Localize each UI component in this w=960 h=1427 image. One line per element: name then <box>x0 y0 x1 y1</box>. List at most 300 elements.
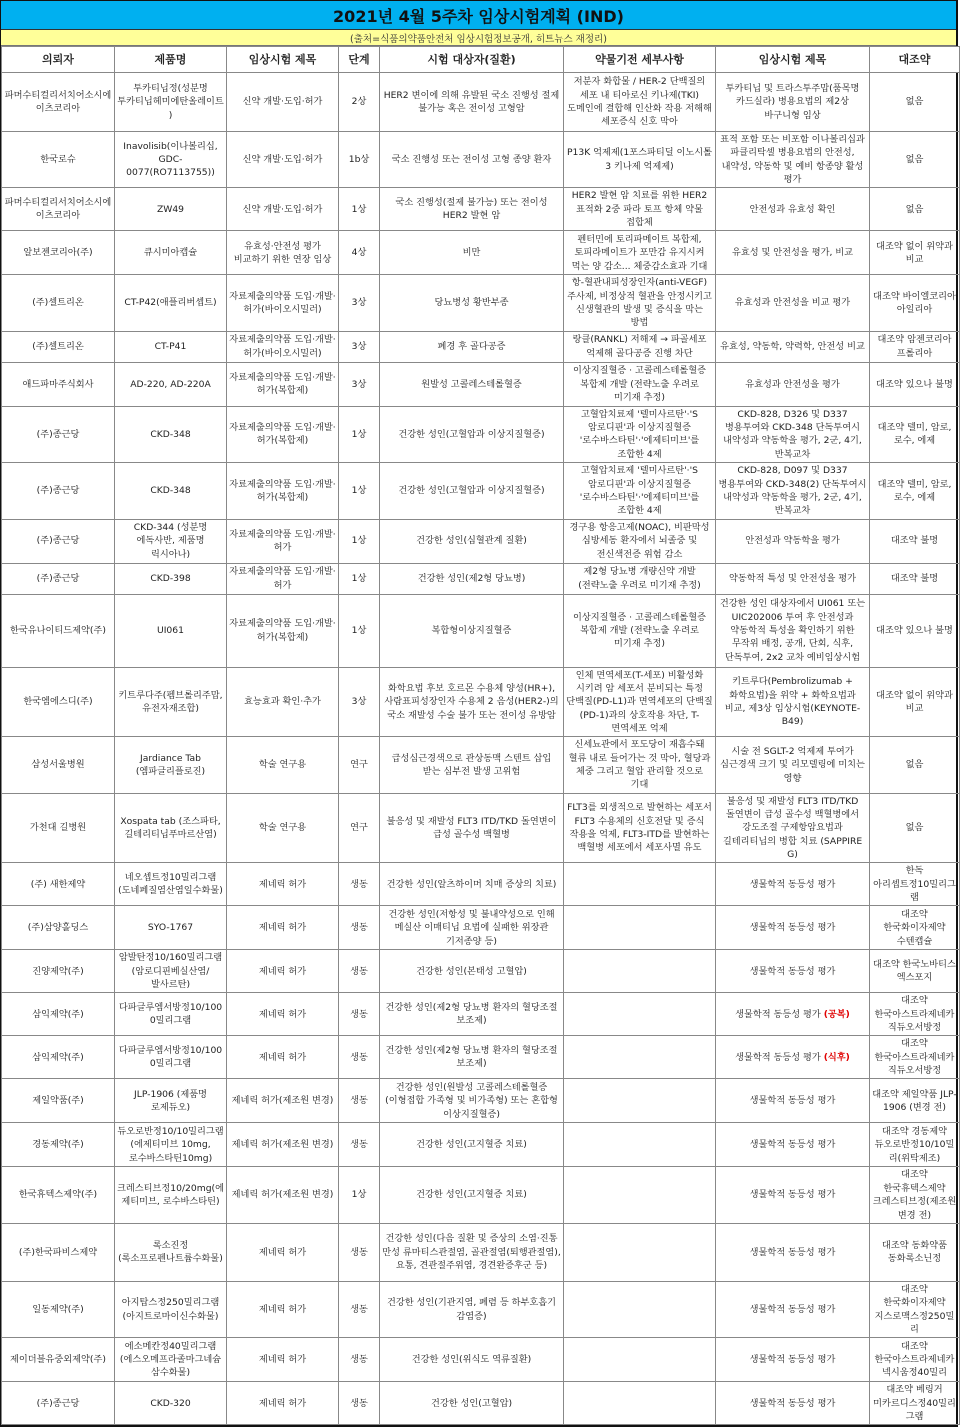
cell-target-text: 건강한 성인(제2형 당뇨병 환자의 혈당조절 보조제) <box>385 1045 558 1070</box>
cell-sponsor <box>2 73 115 132</box>
cell-product-text: CKD-348 <box>150 485 191 497</box>
cell-trial-title <box>716 793 870 863</box>
cell-trial-title-text: 표적 포함 또는 비포함 이나볼리십과 파클리탁셀 병용요법의 안전성, 내약성, 약동학 및 예비 항종양 활성 평가 <box>720 134 865 186</box>
cell-comparator-text: 없음 <box>905 822 924 834</box>
cell-trial-type-text: 학술 연구용 <box>258 822 307 834</box>
cell-phase <box>339 1036 380 1079</box>
table-row <box>2 737 960 793</box>
cell-target-text: 복합형이상지질혈증 <box>431 624 512 636</box>
cell-trial-title-text: 생물학적 동등성 평가 <box>749 1397 836 1409</box>
cell-target <box>380 1338 564 1382</box>
cell-trial-title-text: 생물학적 동등성 평가 <box>749 1354 836 1366</box>
cell-mechanism <box>564 463 716 519</box>
cell-comparator-text: 대조약 없이 위약과 비교 <box>876 689 953 714</box>
cell-sponsor-text: 알보젠코리아(주) <box>23 247 93 259</box>
cell-mechanism <box>564 993 716 1036</box>
cell-trial-title <box>716 1281 870 1337</box>
source-note: (출처=식품의약품안전처 임상시험정보공개, 히트뉴스 재정리) <box>1 30 956 46</box>
cell-product <box>115 275 227 331</box>
cell-sponsor <box>2 863 115 906</box>
cell-phase-text: 1상 <box>351 485 367 497</box>
cell-comparator-text: 대조약 있으나 불명 <box>876 378 953 390</box>
cell-trial-type <box>227 1036 339 1079</box>
cell-trial-title <box>716 406 870 462</box>
cell-phase <box>339 463 380 519</box>
cell-comparator <box>870 519 960 563</box>
cell-phase-text: 생동 <box>350 1139 368 1151</box>
cell-phase <box>339 737 380 793</box>
cell-trial-title-text: CKD-828, D097 및 D337 병용투여와 CKD-348(2) 단독투여시 내약성과 약동학을 평가, 2군, 4기, 반복교차 <box>718 465 867 517</box>
cell-comparator <box>870 1281 960 1337</box>
cell-sponsor <box>2 362 115 406</box>
cell-comparator <box>870 1338 960 1382</box>
cell-product-text: Inavolisib(이나볼리십, GDC-0077(RO7113755)) <box>123 140 218 179</box>
cell-mechanism <box>564 275 716 331</box>
table-row <box>2 950 960 993</box>
cell-trial-title <box>716 132 870 188</box>
cell-phase-text: 생동 <box>350 1246 368 1258</box>
cell-comparator <box>870 906 960 950</box>
cell-target-text: 국소 진행성 또는 전이성 고형 종양 환자 <box>391 154 552 166</box>
cell-sponsor-text: (주)종근당 <box>36 572 80 584</box>
cell-target-text: 건강한 성인(고혈압과 이상지질혈증) <box>398 428 545 440</box>
cell-trial-type <box>227 188 339 231</box>
cell-comparator-text: 대조약 제일약품 JLP-1906 (변경 전) <box>872 1088 957 1113</box>
cell-target <box>380 950 564 993</box>
cell-sponsor-text: 가천대 길병원 <box>29 822 87 834</box>
cell-comparator <box>870 863 960 906</box>
cell-product <box>115 1281 227 1337</box>
cell-phase <box>339 331 380 362</box>
cell-trial-title <box>716 1167 870 1223</box>
cell-comparator <box>870 737 960 793</box>
col-header-sponsor: 의뢰자 <box>2 47 115 73</box>
cell-trial-type-text: 제네릭 허가 <box>258 1303 307 1315</box>
cell-mechanism <box>564 863 716 906</box>
cell-mechanism-text: 저분자 화합물 / HER-2 단백질의 세포 내 티아로신 키나제(TKI) 도메인에 결합해 인산화 작용 저해해 세포증식 신호 막아 <box>567 76 712 128</box>
cell-trial-type <box>227 737 339 793</box>
cell-trial-title <box>716 906 870 950</box>
cell-sponsor <box>2 1382 115 1425</box>
cell-phase <box>339 563 380 594</box>
col-header-phase: 단계 <box>339 47 380 73</box>
cell-mechanism-text: 고혈압치료제 '텔미사르탄'·'S 암로디핀'과 이상지질혈증 '로수바스타틴'·'에제티미브'를 조합한 4제 <box>579 465 700 517</box>
cell-phase-text: 연구 <box>350 822 368 834</box>
cell-trial-type <box>227 1079 339 1123</box>
cell-phase-text: 3상 <box>351 378 367 390</box>
cell-comparator-text: 대조약 한국휴텍스제약 크레스티브정(제조원 변경 전) <box>872 1169 957 1221</box>
table-row <box>2 906 960 950</box>
cell-sponsor-text: 애드파마주식회사 <box>22 378 94 390</box>
cell-trial-title <box>716 331 870 362</box>
cell-target <box>380 1036 564 1079</box>
cell-product <box>115 73 227 132</box>
cell-trial-type <box>227 132 339 188</box>
cell-mechanism <box>564 188 716 231</box>
cell-comparator <box>870 463 960 519</box>
cell-product <box>115 406 227 462</box>
cell-trial-title-text: 생물학적 동등성 평가 <box>735 1051 821 1063</box>
cell-trial-title <box>716 463 870 519</box>
cell-trial-title <box>716 362 870 406</box>
cell-phase-text: 생동 <box>350 1095 368 1107</box>
cell-trial-type-text: 제네릭 허가 <box>258 1008 307 1020</box>
cell-sponsor-text: 한국로슈 <box>40 154 76 166</box>
cell-target <box>380 1123 564 1167</box>
cell-trial-title <box>716 188 870 231</box>
cell-trial-title <box>716 863 870 906</box>
col-header-target: 시험 대상자(질환) <box>380 47 564 73</box>
cell-target <box>380 275 564 331</box>
cell-sponsor <box>2 1036 115 1079</box>
trial-table <box>1 46 960 1425</box>
cell-sponsor-text: (주)종근당 <box>36 535 80 547</box>
cell-mechanism-text: 고혈압치료제 '텔미사르탄'·'S 암로디핀'과 이상지질혈증 '로수바스타틴'·'에제티미브'를 조합한 4제 <box>579 408 700 460</box>
cell-phase-text: 생동 <box>350 1397 368 1409</box>
cell-trial-type <box>227 993 339 1036</box>
cell-product <box>115 1223 227 1281</box>
cell-phase-text: 4상 <box>351 247 367 259</box>
cell-product-text: SYO-1767 <box>147 922 194 934</box>
cell-trial-title-text: 불응성 및 재발성 FLT3 ITD/TKD 돌연변이 급성 골수성 백혈병에서 강도조절 구제항암요법과 길테리티닙의 병합 치료 (SAPPIRE G) <box>722 795 863 860</box>
cell-phase <box>339 362 380 406</box>
cell-trial-type-text: 제네릭 허가 <box>258 1051 307 1063</box>
cell-trial-type-text: 자료제출의약품 도입·개발·허가(복합제) <box>229 478 336 503</box>
cell-mechanism <box>564 231 716 275</box>
cell-phase-text: 3상 <box>351 696 367 708</box>
cell-comparator-text: 대조약 베링거 미카르디스정40밀리그램 <box>873 1384 956 1422</box>
cell-comparator <box>870 132 960 188</box>
cell-comparator-text: 대조약 텔미, 암로, 로수, 에제 <box>877 478 952 503</box>
cell-sponsor <box>2 188 115 231</box>
cell-trial-type <box>227 463 339 519</box>
table-row <box>2 275 960 331</box>
table-row <box>2 73 960 132</box>
cell-comparator-text: 한독 아리셉트정10밀리그램 <box>873 865 956 904</box>
cell-mechanism <box>564 1382 716 1425</box>
cell-mechanism <box>564 331 716 362</box>
cell-product <box>115 594 227 667</box>
cell-sponsor <box>2 667 115 737</box>
cell-phase-text: 1상 <box>351 624 367 636</box>
cell-sponsor <box>2 1079 115 1123</box>
cell-phase-text: 1상 <box>351 535 367 547</box>
col-header-product: 제품명 <box>115 47 227 73</box>
cell-trial-type <box>227 331 339 362</box>
cell-trial-title <box>716 73 870 132</box>
cell-trial-type <box>227 667 339 737</box>
cell-target-text: HER2 변이에 의해 유발된 국소 진행성 절제 불가능 혹은 전이성 고형암 <box>383 89 560 114</box>
cell-product-text: 다파글루엠서방정10/1000밀리그램 <box>118 1045 223 1070</box>
cell-phase <box>339 132 380 188</box>
cell-trial-title-text: 약동학적 특성 및 안전성을 평가 <box>728 572 857 584</box>
cell-product-text: 키트루다주(펨브롤리주맙, 유전자재조합) <box>118 689 223 714</box>
cell-sponsor <box>2 793 115 863</box>
cell-trial-type <box>227 275 339 331</box>
cell-target-text: 불응성 및 재발성 FLT3 ITD/TKD 돌연변이 급성 골수성 백혈병 <box>386 815 557 840</box>
cell-comparator-text: 대조약 동화약품 동화록소닌정 <box>881 1240 948 1265</box>
cell-mechanism <box>564 906 716 950</box>
cell-sponsor-text: 제일약품(주) <box>32 1095 84 1107</box>
cell-sponsor <box>2 1338 115 1382</box>
table-title: 2021년 4월 5주차 임상시험계획 (IND) <box>1 1 956 30</box>
cell-product-text: 아지탑스정250밀리그램(아지트로마이신수화물) <box>121 1297 220 1322</box>
cell-phase <box>339 793 380 863</box>
cell-comparator-text: 대조약 있으나 불명 <box>876 624 953 636</box>
cell-target <box>380 231 564 275</box>
cell-mechanism-text: 경구용 항응고제(NOAC), 비판막성 심방세동 환자에서 뇌졸중 및 전신색전증 위험 감소 <box>569 522 710 560</box>
cell-product-text: CT-P42(애플리버셉트) <box>124 297 217 309</box>
cell-comparator <box>870 950 960 993</box>
cell-comparator <box>870 1167 960 1223</box>
cell-phase-text: 생동 <box>350 922 368 934</box>
cell-phase <box>339 863 380 906</box>
cell-mechanism-text: 이상지질혈증 · 고콜레스테롤혈증 복합제 개발 (전략노출 우려로 미기재 추정) <box>572 365 706 403</box>
table-row <box>2 993 960 1036</box>
cell-phase <box>339 406 380 462</box>
cell-phase <box>339 906 380 950</box>
cell-product <box>115 993 227 1036</box>
cell-product-text: UI061 <box>157 624 184 636</box>
cell-target <box>380 863 564 906</box>
cell-phase-text: 1상 <box>351 203 367 215</box>
table-row <box>2 594 960 667</box>
cell-sponsor-text: 삼성서울병원 <box>31 759 85 771</box>
cell-trial-type-text: 제네릭 허가 <box>258 1246 307 1258</box>
cell-sponsor <box>2 275 115 331</box>
cell-mechanism-text: 인체 면역세포(T-세포) 비활성화 시키려 암 세포서 분비되는 특정 단백질(PD-L1)과 면역세포의 단백질(PD-1)과의 상호작용 차단, T-면역세포 억제 <box>566 669 713 734</box>
cell-comparator <box>870 406 960 462</box>
cell-trial-type <box>227 863 339 906</box>
cell-product-text: CKD-398 <box>150 572 191 584</box>
table-body <box>2 73 960 1425</box>
cell-mechanism <box>564 519 716 563</box>
col-header-comparator: 대조약 <box>870 47 960 73</box>
cell-sponsor-text: 한국유나이티드제약(주) <box>10 624 106 636</box>
cell-mechanism <box>564 950 716 993</box>
cell-product <box>115 793 227 863</box>
cell-sponsor-text: 진양제약(주) <box>32 965 84 977</box>
cell-target-text: 폐경 후 골다공증 <box>437 341 506 353</box>
cell-trial-title-text: 생물학적 동등성 평가 <box>749 1139 836 1151</box>
cell-sponsor-text: (주)셀트리온 <box>32 297 84 309</box>
cell-trial-type <box>227 906 339 950</box>
cell-trial-title-text: 시술 전 SGLT-2 억제제 투여가 심근경색 크기 및 리모델링에 미치는 영향 <box>720 745 865 784</box>
cell-target-text: 건강한 성인(제2형 당뇨병) <box>417 572 526 584</box>
cell-sponsor-text: (주)종근당 <box>36 485 80 497</box>
cell-trial-title-text: 유효성과 안전성을 평가 <box>745 378 840 390</box>
cell-comparator <box>870 188 960 231</box>
cell-comparator <box>870 1382 960 1425</box>
cell-trial-type <box>227 1223 339 1281</box>
cell-target <box>380 594 564 667</box>
cell-phase <box>339 1223 380 1281</box>
cell-mechanism <box>564 406 716 462</box>
table-row <box>2 667 960 737</box>
cell-product <box>115 132 227 188</box>
cell-comparator-text: 없음 <box>905 96 924 108</box>
cell-target <box>380 188 564 231</box>
col-header-mechanism: 약물기전 세부사항 <box>564 47 716 73</box>
cell-phase <box>339 667 380 737</box>
cell-trial-type-text: 자료제출의약품 도입·개발·허가(바이오시밀러) <box>229 334 336 359</box>
cell-trial-type-text: 제네릭 허가(제조원 변경) <box>231 1189 334 1201</box>
cell-trial-type-text: 신약 개발·도입·허가 <box>242 203 323 215</box>
cell-phase-text: 3상 <box>351 297 367 309</box>
cell-comparator <box>870 73 960 132</box>
cell-trial-type <box>227 594 339 667</box>
cell-trial-title <box>716 594 870 667</box>
cell-sponsor-text: 삼익제약(주) <box>32 1051 84 1063</box>
cell-phase <box>339 1167 380 1223</box>
cell-product <box>115 563 227 594</box>
table-row <box>2 519 960 563</box>
cell-product <box>115 906 227 950</box>
cell-trial-type-text: 학술 연구용 <box>258 759 307 771</box>
cell-sponsor-text: (주)종근당 <box>36 428 80 440</box>
cell-comparator-text: 없음 <box>905 154 924 166</box>
cell-phase <box>339 1079 380 1123</box>
cell-trial-type <box>227 1123 339 1167</box>
cell-product-text: 크레스티브정10/20mg(에제티미브, 로수바스타틴) <box>117 1182 224 1208</box>
cell-product-text: 큐시미아캡슐 <box>143 247 198 259</box>
cell-product <box>115 1382 227 1425</box>
cell-comparator-text: 대조약 불명 <box>890 572 939 584</box>
cell-product <box>115 231 227 275</box>
cell-comparator-text: 대조약 한국아스트라제네카 직듀오서방정 <box>874 995 955 1034</box>
cell-sponsor <box>2 231 115 275</box>
table-row <box>2 863 960 906</box>
cell-target-text: 화학요법 후보 호르몬 수용체 양성(HR+), 사람표피성장인자 수용체 2 음성(HER2-)의 국소 재발성 수술 불가 또는 전이성 유방암 <box>384 682 559 721</box>
cell-mechanism-text: 항-혈관내피성장인자(anti-VEGF) 주사제, 비정상적 혈관을 안정시키고 신생혈관의 발생 및 증식을 막는 방법 <box>567 277 712 329</box>
cell-target-text: 비만 <box>462 247 481 259</box>
cell-product <box>115 1123 227 1167</box>
cell-target <box>380 463 564 519</box>
cell-target-text: 국소 진행성(절제 불가능) 또는 전이성 HER2 발현 암 <box>395 197 548 222</box>
cell-comparator-text: 없음 <box>905 203 924 215</box>
cell-target <box>380 1382 564 1425</box>
cell-phase <box>339 1338 380 1382</box>
table-row <box>2 1123 960 1167</box>
cell-phase-text: 생동 <box>350 1354 368 1366</box>
cell-trial-type <box>227 563 339 594</box>
cell-target-text: 건강한 성인(고지혈증 치료) <box>416 1189 527 1201</box>
cell-product <box>115 331 227 362</box>
cell-product <box>115 1036 227 1079</box>
table-row <box>2 1167 960 1223</box>
cell-sponsor-text: 한국휴텍스제약(주) <box>18 1189 98 1201</box>
cell-target <box>380 993 564 1036</box>
cell-comparator <box>870 667 960 737</box>
cell-trial-title <box>716 563 870 594</box>
cell-sponsor <box>2 1123 115 1167</box>
cell-trial-type-text: 제네릭 허가(제조원 변경) <box>231 1139 334 1151</box>
cell-target <box>380 1281 564 1337</box>
cell-sponsor <box>2 737 115 793</box>
cell-sponsor <box>2 906 115 950</box>
cell-mechanism-text: 펜터민에 토리파메이트 복합제, 토피라메이트가 포만감 유지시켜 먹는 양 감소... 체중감소효과 기대 <box>571 233 708 272</box>
cell-product-text: 다파글루엠서방정10/1000밀리그램 <box>118 1002 223 1027</box>
cell-mechanism-text: 신세뇨관에서 포도당이 재흡수돼 혈류 내로 들어가는 것 막아, 혈당과 체중 그리고 혈압 관리할 것으로 기대 <box>568 739 711 791</box>
cell-trial-title-text: 생물학적 동등성 평가 <box>749 1189 836 1201</box>
cell-trial-title-text: 생물학적 동등성 평가 <box>749 878 836 890</box>
cell-mechanism-text: FLT3를 외생적으로 발현하는 세포서 FLT3 수용체의 신호전달 및 증식 작용을 억제, FLT3-ITD를 발현하는 백혈병 세포에서 세포사멸 유도 <box>567 802 712 854</box>
cell-product-text: 듀오로반정10/10밀리그램(에제티미브 10mg, 로수바스타틴10mg) <box>117 1125 224 1164</box>
cell-phase-text: 생동 <box>350 1303 368 1315</box>
cell-sponsor-text: (주)셀트리온 <box>32 341 84 353</box>
table-row <box>2 406 960 462</box>
cell-target-text: 건강한 성인(고지혈증 치료) <box>416 1139 527 1151</box>
cell-trial-title-text: CKD-828, D326 및 D337 병용투여와 CKD-348 단독투여시 내약성과 약동학을 평가, 2군, 4기, 반복교차 <box>723 408 862 460</box>
cell-trial-title <box>716 275 870 331</box>
cell-target-text: 건강한 성인(심혈관계 질환) <box>416 535 527 547</box>
cell-sponsor <box>2 463 115 519</box>
cell-mechanism-text: 제2형 당뇨병 개량신약 개발(전략노출 우려로 미기재 추정) <box>578 566 701 591</box>
table-row <box>2 1338 960 1382</box>
cell-target <box>380 563 564 594</box>
cell-product <box>115 1167 227 1223</box>
cell-trial-title-text: 생물학적 동등성 평가 <box>749 1095 836 1107</box>
cell-target <box>380 406 564 462</box>
cell-phase-text: 1상 <box>351 428 367 440</box>
cell-phase-text: 1상 <box>351 1189 367 1201</box>
cell-comparator <box>870 563 960 594</box>
cell-target <box>380 331 564 362</box>
cell-product-text: Jardiance Tab (엠파글리플로진) <box>135 752 206 777</box>
cell-comparator <box>870 1036 960 1079</box>
cell-mechanism <box>564 1223 716 1281</box>
cell-phase-text: 생동 <box>350 965 368 977</box>
cell-phase <box>339 275 380 331</box>
cell-product-text: ZW49 <box>156 203 185 215</box>
cell-product-text: 네오셉트정10밀리그램(도네페질염산염일수화물) <box>118 872 223 897</box>
cell-trial-title-text: 생물학적 동등성 평가 <box>749 965 836 977</box>
cell-trial-type-text: 제네릭 허가 <box>258 878 307 890</box>
fasting-condition-note: (식후) <box>823 1051 850 1063</box>
cell-sponsor <box>2 519 115 563</box>
cell-product <box>115 463 227 519</box>
cell-trial-title-text: 생물학적 동등성 평가 <box>749 1303 836 1315</box>
cell-mechanism <box>564 563 716 594</box>
cell-comparator <box>870 1223 960 1281</box>
cell-mechanism-text: HER2 발현 암 치료를 위한 HER2 표적화 2중 파라 토프 항체 약물 접합체 <box>571 190 708 229</box>
cell-comparator <box>870 993 960 1036</box>
cell-phase <box>339 231 380 275</box>
cell-sponsor-text: (주)종근당 <box>36 1397 80 1409</box>
cell-target <box>380 1167 564 1223</box>
cell-product <box>115 737 227 793</box>
cell-mechanism-text: 이상지질혈증 · 고콜레스테롤혈증 복합제 개발 (전략노출 우려로 미기재 추정) <box>572 611 706 650</box>
cell-mechanism <box>564 737 716 793</box>
cell-mechanism <box>564 1167 716 1223</box>
cell-phase <box>339 1123 380 1167</box>
cell-comparator-text: 대조약 텔미, 암로, 로수, 에제 <box>877 422 952 447</box>
cell-phase <box>339 73 380 132</box>
cell-sponsor <box>2 331 115 362</box>
cell-trial-title-text: 유효성과 안전성을 비교 평가 <box>734 297 851 309</box>
cell-product <box>115 519 227 563</box>
cell-sponsor-text: (주)삼양홀딩스 <box>27 922 89 934</box>
cell-trial-title-text: 투카티닙 및 트라스투주맙(품목명 카드실라) 병용요법의 제2상 바구니형 임상 <box>725 82 860 121</box>
cell-trial-title-text: 안전성과 유효성 확인 <box>749 203 836 215</box>
cell-comparator <box>870 1079 960 1123</box>
table-row <box>2 331 960 362</box>
cell-trial-type-text: 자료제출의약품 도입·개발·허가(복합제) <box>229 371 336 397</box>
cell-sponsor <box>2 132 115 188</box>
cell-trial-title <box>716 1338 870 1382</box>
cell-trial-title <box>716 1223 870 1281</box>
cell-phase <box>339 519 380 563</box>
